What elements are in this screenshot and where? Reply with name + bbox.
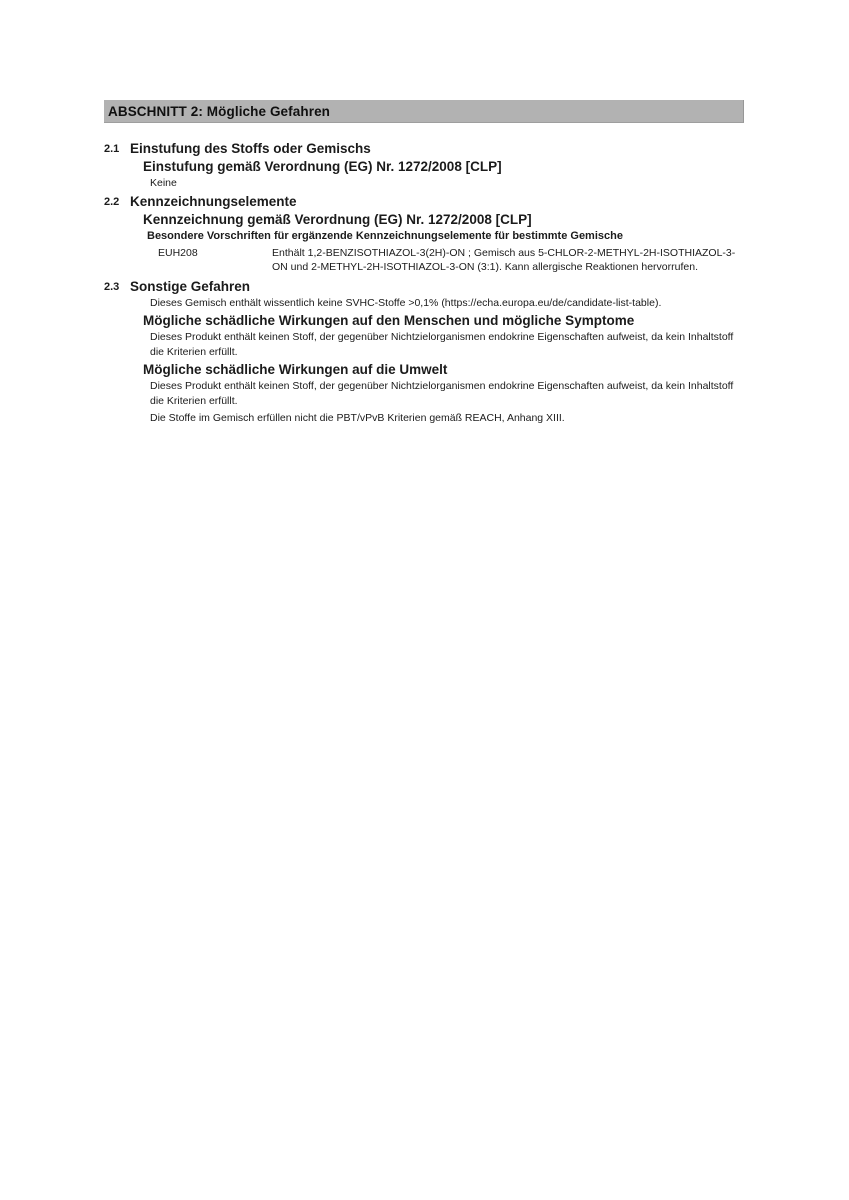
human-effects-heading: Mögliche schädliche Wirkungen auf den Menschen und mögliche Symptome [143, 313, 635, 328]
svhc-note: Dieses Gemisch enthält wissentlich keine SVHC-Stoffe >0,1% (https://echa.europa.eu/de/candidate-list-table). [150, 296, 662, 309]
section-2-1 [104, 140, 745, 191]
section-title-classification: Einstufung des Stoffs oder Gemischs [130, 141, 371, 156]
section-2-2-body [130, 193, 745, 275]
section-2-3 [104, 278, 745, 426]
clp-labelling-subheading: Kennzeichnung gemäß Verordnung (EG) Nr. 1272/2008 [CLP] [143, 211, 532, 227]
page-content [104, 100, 745, 426]
section-number: 2.3 [104, 280, 120, 293]
section-title-labelling: Kennzeichnungselemente [130, 193, 297, 209]
section-header-bar [104, 100, 744, 123]
special-provisions-heading: Besondere Vorschriften für ergänzende Kennzeichnungselemente für bestimmte Gemische [147, 229, 623, 242]
euh-statement-text: Enthält 1,2-BENZISOTHIAZOL-3(2H)-ON ; Gemisch aus 5-CHLOR-2-METHYL-2H-ISOTHIAZOL-3-ON und 2-METHYL-2H-ISOTHIAZOL-3-ON (3:1). Kann allergische Reaktionen hervorrufen. [272, 246, 736, 273]
section-2-3-body [130, 278, 745, 426]
section-title-other-hazards: Sonstige Gefahren [130, 278, 251, 294]
human-effects-text: Dieses Produkt enthält keinen Stoff, der gegenüber Nichtzielorganismen endokrine Eigenschaften aufweist, da kein Inhaltstoff die Kriterien erfüllt. [150, 331, 734, 358]
section-2-1-body [130, 140, 745, 191]
classification-value: Keine [150, 177, 177, 189]
euh-statement-row [158, 246, 745, 275]
environment-effects-text: Dieses Produkt enthält keinen Stoff, der gegenüber Nichtzielorganismen endokrine Eigenschaften aufweist, da kein Inhaltstoff die Kriterien erfüllt. [150, 380, 734, 407]
section-number: 2.1 [104, 143, 120, 155]
euh-code: EUH208 [158, 246, 198, 259]
section-header-title: ABSCHNITT 2: Mögliche Gefahren [108, 103, 331, 119]
section-2-2 [104, 193, 745, 275]
pbt-note: Die Stoffe im Gemisch erfüllen nicht die PBT/vPvB Kriterien gemäß REACH, Anhang XIII. [150, 412, 565, 424]
environment-effects-heading: Mögliche schädliche Wirkungen auf die Umwelt [143, 362, 448, 377]
clp-classification-subheading: Einstufung gemäß Verordnung (EG) Nr. 1272/2008 [CLP] [143, 159, 502, 174]
section-number: 2.2 [104, 195, 120, 208]
